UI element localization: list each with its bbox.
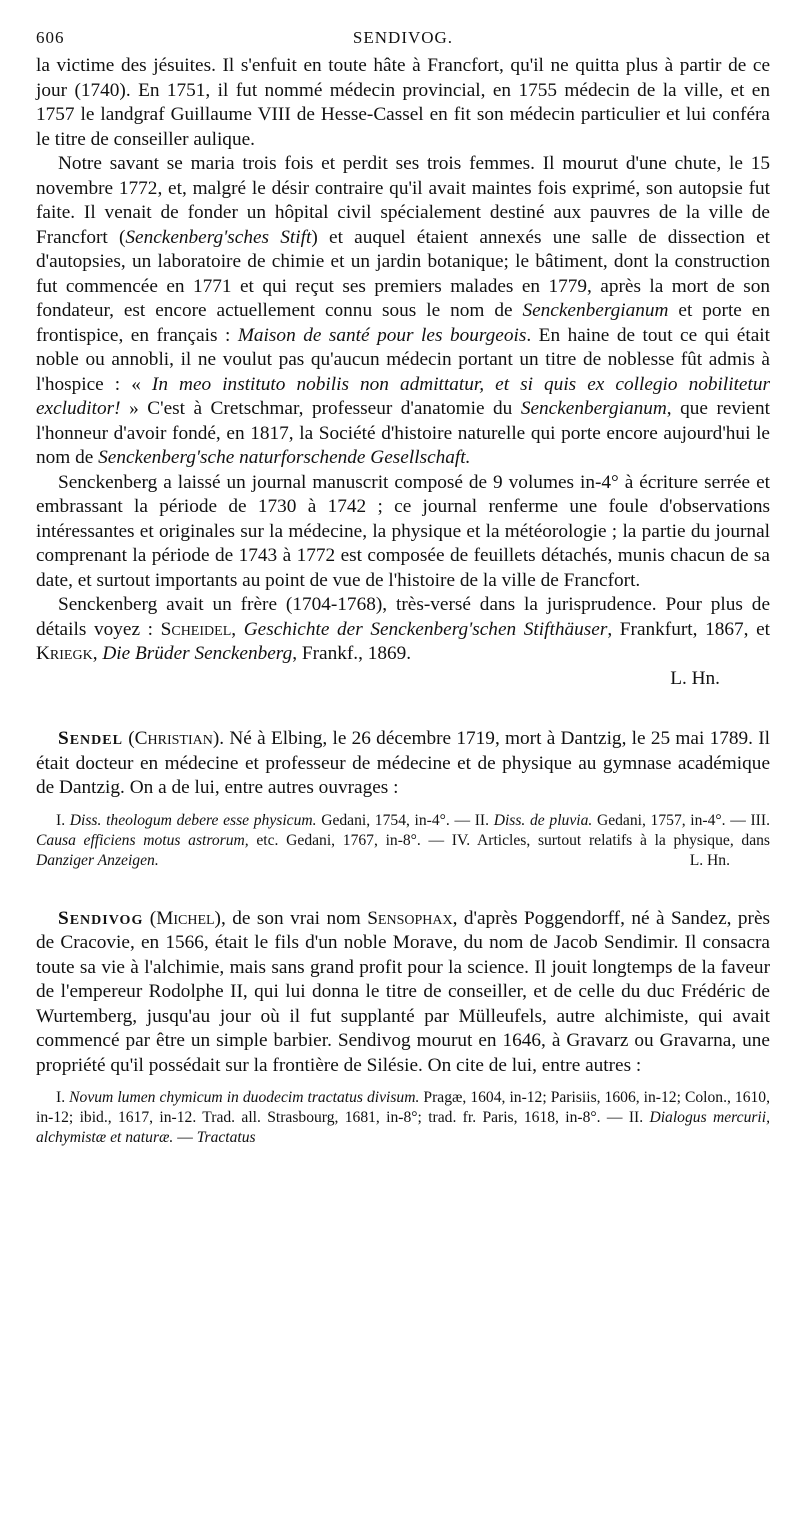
works-list: I. Novum lumen chymicum in duodecim tractatus divisum. Pragæ, 1604, in-12; Parisiis, 1606, in-12; Colon., 1610, in-12; ibid., 1617, in-12. Trad. all. Strasbourg, 1681, in-8°; trad. fr. Paris, 1618, in-8°. — II. Dialogus mercurii, alchymistæ et naturæ. — Tractatus	[36, 1089, 770, 1146]
page-number: 606	[36, 28, 65, 47]
entry-sendivog-text: Sendivog (Michel), de son vrai nom Sensophax, d'après Poggendorff, né à Sandez, près de Cracovie, en 1566, était le fils d'un noble Morave, du nom de Jacob Sendimir. Il consacra toute sa vie à l'alchimie, mais sans grand profit pour la science. Il jouit longtemps de la faveur de l'empereur Rodolphe II, qui lui donna le titre de conseiller, et de celle du duc Frédéric de Wurtemberg, jusqu'au jour où il fut supplanté par Mülleufels, autre alchimiste, qui avait commencé par être un simple barbier. Sendivog mourut en 1646, à Gravarz ou Gravarna, une propriété qu'il possédait sur la frontière de Silésie. On cite de lui, entre autres :	[36, 907, 771, 1076]
entry-sendivog	[36, 907, 770, 1149]
works-list: I. Diss. theologum debere esse physicum. Gedani, 1754, in-4°. — II. Diss. de pluvia. Gedani, 1757, in-4°. — III. Causa efficiens motus astrorum, etc. Gedani, 1767, in-8°. — IV. Articles, surtout relatifs à la physique, dans Danziger Anzeigen. L. Hn.	[36, 811, 771, 869]
paragraph-3: Senckenberg a laissé un journal manuscrit composé de 9 volumes in-4° à écriture serrée et embrassant la période de 1730 à 1742 ; ce journal renferme une foule d'observations intéressantes et originales sur la médecine, la physique et la météorologie ; la partie du journal comprenant la période de 1743 à 1772 est composée de feuillets détachés, munis chacun de sa date, et surtout importants au point de vue de l'histoire de la ville de Francfort.	[36, 471, 770, 591]
paragraph-4: Senckenberg avait un frère (1704-1768), très-versé dans la jurisprudence. Pour plus de détails voyez : Scheidel, Geschichte der Senckenberg'schen Stifthäuser, Frankfurt, 1867, et Kriegk, Die Brüder Senckenberg, Frankf., 1869.	[36, 594, 771, 664]
bibliography	[36, 811, 770, 871]
entry-sendel	[36, 727, 770, 871]
running-title: SENDIVOG.	[352, 28, 454, 47]
entry-sendel-text: Sendel (Christian). Né à Elbing, le 26 décembre 1719, mort à Dantzig, le 25 mai 1789. Il était docteur en médecine et professeur de médecine et de physique au gymnase académique de Dantzig. On a de lui, entre autres ouvrages :	[36, 728, 770, 798]
author-signature: L. Hn.	[670, 667, 720, 689]
bibliography	[36, 1088, 770, 1148]
author-signature: L. Hn.	[689, 851, 730, 869]
headword: Sendel	[58, 728, 123, 749]
page-header	[36, 28, 770, 54]
paragraph-1: la victime des jésuites. Il s'enfuit en toute hâte à Francfort, qu'il ne quitta plus à partir de ce jour (1740). En 1751, il fut nommé médecin provincial, en 1755 médecin de la ville, et en 1757 le landgraf Guillaume VIII de Hesse-Cassel en fit son médecin particulier et lui conféra le titre de conseiller aulique.	[36, 55, 770, 150]
article-senckenberg-continued	[36, 54, 770, 691]
headword: Sendivog	[58, 907, 144, 929]
paragraph-2: Notre savant se maria trois fois et perdit ses trois femmes. Il mourut d'une chute, le 15 novembre 1772, et, malgré le désir contraire qu'il avait maintes fois exprimé, son autopsie fut faite. Il venait de fonder un hôpital civil spécialement destiné aux pauvres de la ville de Francfort (Senckenberg'sches Stift) et auquel étaient annexés une salle de dissection et d'autopsies, un laboratoire de chimie et un jardin botanique; le bâtiment, dont la construction fut commencée en 1771 et qui reçut ses premiers malades en 1779, après la mort de son fondateur, est encore actuellement connu sous le nom de Senckenbergianum et porte en frontispice, en français : Maison de santé pour les bourgeois. En haine de tout ce qui était noble ou annobli, il ne voulut pas qu'aucun médecin portant un titre de noblesse fût admis à l'hospice : « In meo instituto nobilis non admittatur, et si quis ex collegio nobilitetur excluditor! » C'est à Cretschmar, professeur d'anatomie du Senckenbergianum, que revient l'honneur d'avoir fondé, en 1817, la Société d'histoire naturelle qui porte encore aujourd'hui le nom de Senckenberg'sche naturforschende Gesellschaft.	[36, 153, 771, 468]
page	[36, 28, 770, 1148]
